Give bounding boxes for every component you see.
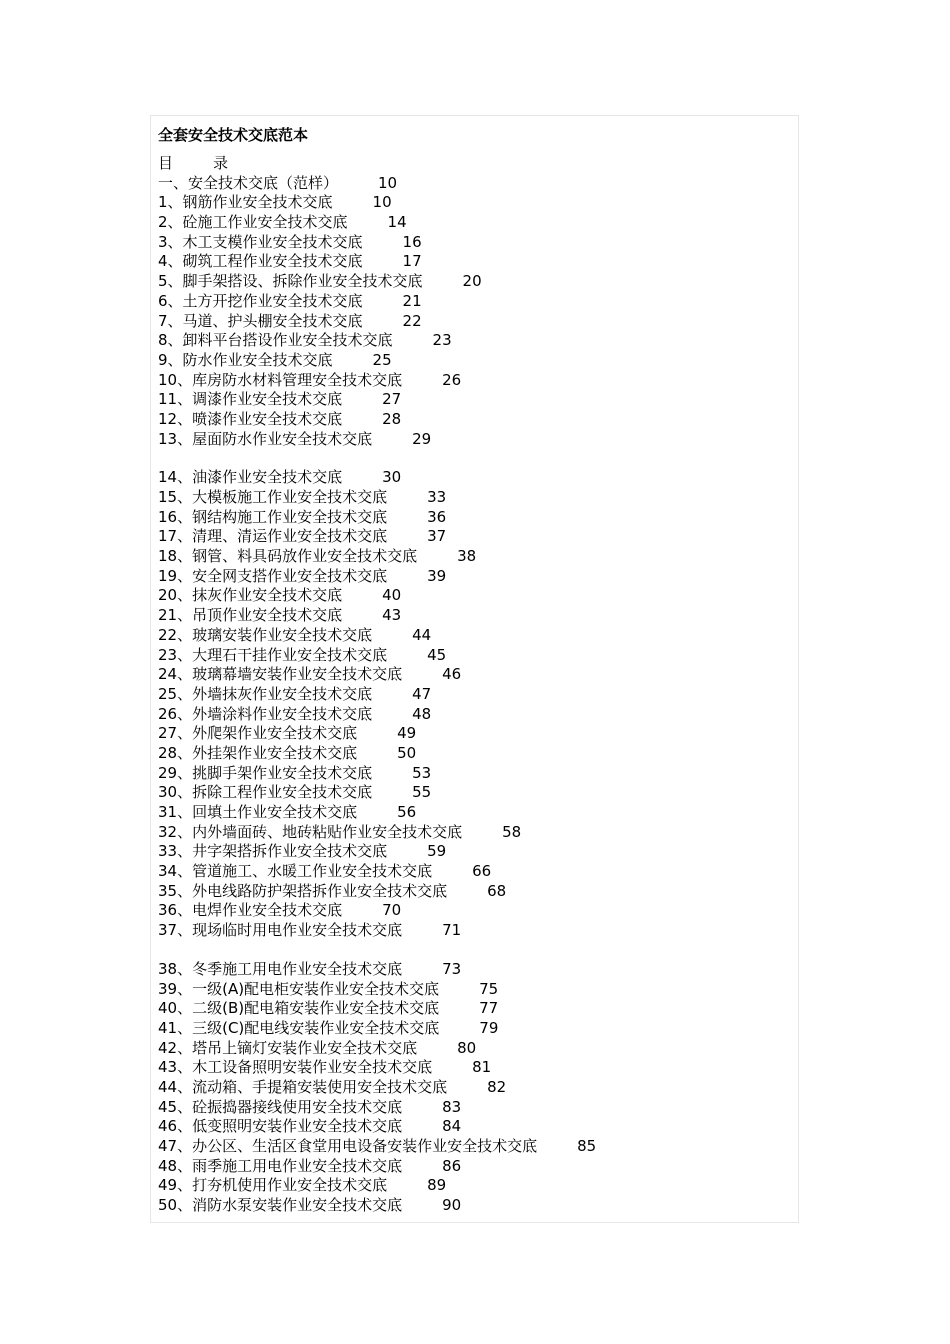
toc-entry-page-number: 71 xyxy=(442,921,462,940)
toc-entry[interactable] xyxy=(158,586,788,606)
toc-entry[interactable] xyxy=(158,960,788,980)
toc-entry[interactable] xyxy=(158,921,788,941)
toc-entry-label: 5、脚手架搭设、拆除作业安全技术交底 xyxy=(158,272,423,291)
toc-entry-label: 21、吊顶作业安全技术交底 xyxy=(158,606,343,625)
toc-entry-page-number: 10 xyxy=(372,193,392,212)
toc-entry-label: 14、油漆作业安全技术交底 xyxy=(158,468,343,487)
toc-entry-page-number: 79 xyxy=(479,1018,499,1037)
toc-entry-label: 38、冬季施工用电作业安全技术交底 xyxy=(158,959,403,978)
toc-heading xyxy=(158,154,788,174)
toc-entry-page-number: 89 xyxy=(427,1176,447,1195)
toc-entry-label: 25、外墙抹灰作业安全技术交底 xyxy=(158,684,373,703)
document-content xyxy=(158,124,788,1216)
toc-entry[interactable] xyxy=(158,744,788,764)
toc-entry-page-number: 39 xyxy=(427,566,447,585)
toc-entry-label: 34、管道施工、水暖工作业安全技术交底 xyxy=(158,862,433,881)
toc-entry-page-number: 26 xyxy=(442,370,462,389)
toc-entry-label: 8、卸料平台搭设作业安全技术交底 xyxy=(158,331,393,350)
toc-entry[interactable] xyxy=(158,783,788,803)
toc-entry[interactable] xyxy=(158,1117,788,1137)
toc-entry-page-number: 30 xyxy=(382,468,402,487)
toc-entry-label: 一、安全技术交底（范样） xyxy=(158,173,339,192)
toc-entry[interactable] xyxy=(158,882,788,902)
toc-entry[interactable] xyxy=(158,233,788,253)
toc-entry[interactable] xyxy=(158,527,788,547)
toc-entry[interactable] xyxy=(158,488,788,508)
toc-entry-label: 9、防水作业安全技术交底 xyxy=(158,350,333,369)
toc-entry-label: 10、库房防水材料管理安全技术交底 xyxy=(158,370,403,389)
toc-entry-label: 28、外挂架作业安全技术交底 xyxy=(158,743,358,762)
toc-entry-label: 17、清理、清运作业安全技术交底 xyxy=(158,527,388,546)
toc-entry[interactable] xyxy=(158,1157,788,1177)
toc-entry-label: 19、安全网支搭作业安全技术交底 xyxy=(158,566,388,585)
toc-entry-page-number: 33 xyxy=(427,488,447,506)
toc-heading-right: 录 xyxy=(213,154,229,172)
toc-entry-label: 20、抹灰作业安全技术交底 xyxy=(158,586,343,605)
toc-group xyxy=(158,468,788,941)
toc-entry-label: 3、木工支模作业安全技术交底 xyxy=(158,232,363,251)
toc-entry[interactable] xyxy=(158,606,788,626)
toc-entry-label: 30、拆除工程作业安全技术交底 xyxy=(158,783,373,802)
toc-entry-label: 11、调漆作业安全技术交底 xyxy=(158,390,343,409)
toc-entry[interactable] xyxy=(158,724,788,744)
toc-entry-label: 47、办公区、生活区食堂用电设备安装作业安全技术交底 xyxy=(158,1137,538,1155)
toc-entry-label: 15、大模板施工作业安全技术交底 xyxy=(158,488,388,506)
toc-entry-page-number: 73 xyxy=(442,959,462,978)
toc-entry[interactable] xyxy=(158,468,788,488)
toc-entry-page-number: 25 xyxy=(372,350,392,369)
toc-entry-page-number: 38 xyxy=(457,547,477,566)
toc-entry-label: 48、雨季施工用电作业安全技术交底 xyxy=(158,1156,403,1175)
toc-entry-page-number: 40 xyxy=(382,586,402,605)
toc-entry-label: 32、内外墙面砖、地砖粘贴作业安全技术交底 xyxy=(158,822,463,841)
toc-entry[interactable] xyxy=(158,842,788,862)
toc-entry-page-number: 29 xyxy=(412,429,432,448)
toc-entry-page-number: 58 xyxy=(502,822,522,841)
toc-entry-label: 45、砼振捣器接线使用安全技术交底 xyxy=(158,1097,403,1116)
toc-entry-page-number: 81 xyxy=(472,1058,492,1077)
toc-entry[interactable] xyxy=(158,1058,788,1078)
toc-entry[interactable] xyxy=(158,174,788,194)
toc-entry-page-number: 45 xyxy=(427,645,447,664)
toc-entry-label: 7、马道、护头棚安全技术交底 xyxy=(158,311,363,330)
toc-entry-page-number: 16 xyxy=(402,232,422,251)
toc-entry-label: 49、打夯机使用作业安全技术交底 xyxy=(158,1176,388,1195)
toc-entry-label: 37、现场临时用电作业安全技术交底 xyxy=(158,921,403,940)
toc-entry-page-number: 23 xyxy=(432,331,452,350)
toc-entry-page-number: 83 xyxy=(442,1097,462,1116)
toc-entry[interactable] xyxy=(158,901,788,921)
table-of-contents xyxy=(158,174,788,1216)
toc-entry[interactable] xyxy=(158,685,788,705)
toc-entry[interactable] xyxy=(158,1137,788,1157)
toc-entry[interactable] xyxy=(158,252,788,272)
toc-entry-page-number: 20 xyxy=(462,272,482,291)
toc-entry-page-number: 21 xyxy=(402,291,422,310)
toc-entry-label: 13、屋面防水作业安全技术交底 xyxy=(158,429,373,448)
toc-entry[interactable] xyxy=(158,213,788,233)
toc-entry-label: 12、喷漆作业安全技术交底 xyxy=(158,409,343,428)
toc-entry[interactable] xyxy=(158,1196,788,1216)
toc-entry-page-number: 47 xyxy=(412,684,432,703)
toc-entry[interactable] xyxy=(158,547,788,567)
toc-entry-page-number: 17 xyxy=(402,252,422,271)
toc-entry[interactable] xyxy=(158,999,788,1019)
toc-entry-page-number: 68 xyxy=(487,881,507,900)
toc-entry[interactable] xyxy=(158,193,788,213)
toc-entry[interactable] xyxy=(158,351,788,371)
toc-entry-page-number: 84 xyxy=(442,1117,462,1136)
toc-entry-page-number: 28 xyxy=(382,409,402,428)
toc-entry-label: 33、井字架搭拆作业安全技术交底 xyxy=(158,842,388,861)
toc-entry[interactable] xyxy=(158,1176,788,1196)
toc-entry-page-number: 80 xyxy=(457,1038,477,1057)
toc-entry-label: 36、电焊作业安全技术交底 xyxy=(158,901,343,920)
toc-entry-label: 50、消防水泵安装作业安全技术交底 xyxy=(158,1196,403,1215)
toc-entry-label: 39、一级(A)配电柜安装作业安全技术交底 xyxy=(158,979,440,998)
toc-entry[interactable] xyxy=(158,980,788,1000)
toc-entry[interactable] xyxy=(158,410,788,430)
toc-entry-page-number: 70 xyxy=(382,901,402,920)
toc-entry-page-number: 14 xyxy=(387,213,407,232)
toc-entry-label: 43、木工设备照明安装作业安全技术交底 xyxy=(158,1058,433,1077)
toc-entry-label: 23、大理石干挂作业安全技术交底 xyxy=(158,645,388,664)
toc-entry-label: 24、玻璃幕墙安装作业安全技术交底 xyxy=(158,665,403,684)
toc-entry-label: 44、流动箱、手提箱安装使用安全技术交底 xyxy=(158,1077,448,1096)
toc-entry-page-number: 43 xyxy=(382,606,402,625)
toc-entry[interactable] xyxy=(158,430,788,450)
toc-entry-label: 29、挑脚手架作业安全技术交底 xyxy=(158,763,373,782)
toc-entry[interactable] xyxy=(158,1098,788,1118)
toc-entry[interactable] xyxy=(158,862,788,882)
toc-entry-label: 16、钢结构施工作业安全技术交底 xyxy=(158,507,388,526)
toc-group xyxy=(158,174,788,450)
toc-entry-page-number: 66 xyxy=(472,862,492,881)
toc-entry-page-number: 77 xyxy=(479,999,499,1018)
toc-entry-page-number: 53 xyxy=(412,763,432,782)
toc-entry[interactable] xyxy=(158,665,788,685)
toc-entry[interactable] xyxy=(158,1019,788,1039)
toc-entry-page-number: 49 xyxy=(397,724,417,743)
toc-entry-page-number: 86 xyxy=(442,1156,462,1175)
toc-entry-page-number: 55 xyxy=(412,783,432,802)
toc-entry[interactable] xyxy=(158,823,788,843)
toc-entry-label: 4、砌筑工程作业安全技术交底 xyxy=(158,252,363,271)
toc-entry-page-number: 75 xyxy=(479,979,499,998)
toc-entry-label: 22、玻璃安装作业安全技术交底 xyxy=(158,625,373,644)
toc-entry-label: 6、土方开挖作业安全技术交底 xyxy=(158,291,363,310)
toc-group xyxy=(158,960,788,1216)
toc-entry-page-number: 36 xyxy=(427,507,447,526)
toc-entry[interactable] xyxy=(158,803,788,823)
toc-entry-label: 46、低变照明安装作业安全技术交底 xyxy=(158,1117,403,1136)
toc-entry[interactable] xyxy=(158,390,788,410)
document-title: 全套安全技术交底范本 xyxy=(158,126,309,144)
toc-entry[interactable] xyxy=(158,272,788,292)
toc-entry-label: 40、二级(B)配电箱安装作业安全技术交底 xyxy=(158,999,440,1018)
toc-entry[interactable] xyxy=(158,626,788,646)
toc-entry-label: 18、钢管、料具码放作业安全技术交底 xyxy=(158,547,418,566)
toc-entry-label: 1、钢筋作业安全技术交底 xyxy=(158,193,333,212)
toc-entry[interactable] xyxy=(158,508,788,528)
toc-entry-page-number: 59 xyxy=(427,842,447,861)
toc-entry[interactable] xyxy=(158,1039,788,1059)
toc-entry[interactable] xyxy=(158,764,788,784)
toc-entry-page-number: 90 xyxy=(442,1196,462,1215)
toc-entry-label: 26、外墙涂料作业安全技术交底 xyxy=(158,704,373,723)
toc-entry[interactable] xyxy=(158,312,788,332)
toc-entry-page-number: 50 xyxy=(397,743,417,762)
toc-entry[interactable] xyxy=(158,292,788,312)
toc-entry-page-number: 85 xyxy=(577,1137,597,1155)
toc-entry[interactable] xyxy=(158,331,788,351)
toc-entry-page-number: 44 xyxy=(412,625,432,644)
toc-group-spacer xyxy=(158,449,788,468)
toc-entry[interactable] xyxy=(158,646,788,666)
toc-entry-label: 2、砼施工作业安全技术交底 xyxy=(158,213,348,232)
toc-entry[interactable] xyxy=(158,371,788,391)
toc-entry[interactable] xyxy=(158,1078,788,1098)
toc-entry-page-number: 82 xyxy=(487,1077,507,1096)
toc-entry-label: 42、塔吊上镝灯安装作业安全技术交底 xyxy=(158,1038,418,1057)
toc-group-spacer xyxy=(158,941,788,960)
toc-entry-label: 35、外电线路防护架搭拆作业安全技术交底 xyxy=(158,881,448,900)
toc-entry-page-number: 48 xyxy=(412,704,432,723)
toc-entry-page-number: 10 xyxy=(378,173,398,192)
toc-entry-page-number: 46 xyxy=(442,665,462,684)
toc-entry-page-number: 37 xyxy=(427,527,447,546)
toc-entry-page-number: 56 xyxy=(397,803,417,821)
toc-entry[interactable] xyxy=(158,705,788,725)
toc-heading-left: 目 xyxy=(158,154,174,172)
toc-entry-label: 27、外爬架作业安全技术交底 xyxy=(158,724,358,743)
toc-entry-label: 31、回填土作业安全技术交底 xyxy=(158,803,358,821)
toc-entry[interactable] xyxy=(158,567,788,587)
toc-entry-page-number: 27 xyxy=(382,390,402,409)
toc-entry-page-number: 22 xyxy=(402,311,422,330)
toc-entry-label: 41、三级(C)配电线安装作业安全技术交底 xyxy=(158,1018,440,1037)
